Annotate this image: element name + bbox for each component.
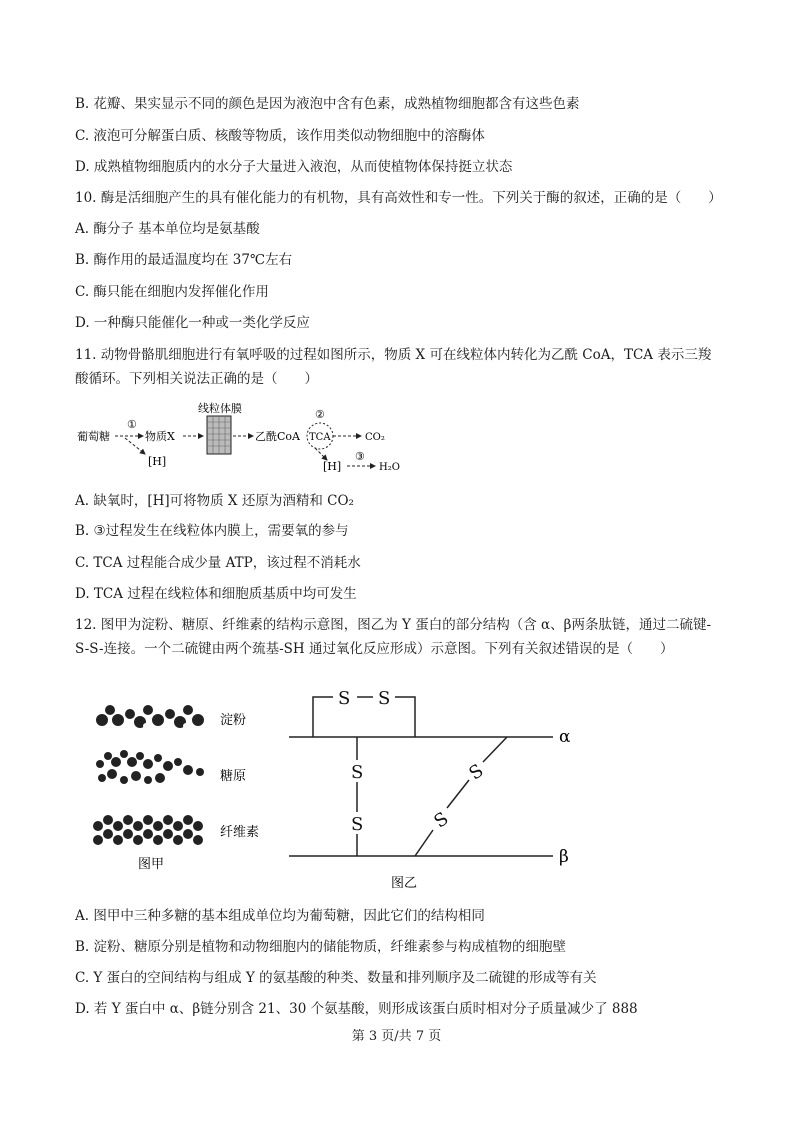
q10-option-a: A. 酶分子 基本单位均是氨基酸 <box>75 221 260 237</box>
starch-label: 淀粉 <box>220 713 247 728</box>
s-atom: S <box>465 760 488 785</box>
fig-yi <box>285 680 590 895</box>
fig-jia <box>88 692 288 872</box>
cellulose-label: 纤维素 <box>220 825 260 840</box>
s-atom: S <box>378 688 391 709</box>
glycogen-structure <box>96 750 204 784</box>
beta-label: β <box>559 847 569 867</box>
q10-option-c: C. 酶只能在细胞内发挥催化作用 <box>75 284 269 300</box>
q12-option-a: A. 图甲中三种多糖的基本组成单位均为葡萄糖，因此它们的结构相同 <box>75 908 485 924</box>
tca-label: TCA <box>309 432 331 443</box>
s-atom: S <box>338 688 351 709</box>
substance-x-label: 物质X <box>145 430 175 443</box>
q11-option-c: C. TCA 过程能合成少量 ATP，该过程不消耗水 <box>75 555 361 571</box>
q9-option-c: C. 液泡可分解蛋白质、核酸等物质，该作用类似动物细胞中的溶酶体 <box>75 128 485 144</box>
glycogen-label: 糖原 <box>220 769 247 784</box>
h1-label: [H] <box>148 455 167 468</box>
q12-option-d: D. 若 Y 蛋白中 α、β链分别含 21、30 个氨基酸，则形成该蛋白质时相对分子质量减少了 888 <box>75 1001 638 1017</box>
cellulose-structure <box>93 815 203 845</box>
glucose-label: 葡萄糖 <box>77 430 110 443</box>
step3-label: ③ <box>355 450 365 463</box>
h2o-label: H₂O <box>379 462 400 473</box>
membrane-label: 线粒体膜 <box>198 402 242 415</box>
page-footer: 第 3 页/共 7 页 <box>351 1029 442 1044</box>
s-atom: S <box>351 762 364 783</box>
intra-chain-bond <box>313 697 333 737</box>
caption-jia: 图甲 <box>138 857 165 872</box>
starch-structure <box>96 705 204 731</box>
step1-label: ① <box>127 418 137 431</box>
q9-option-d: D. 成熟植物细胞质内的水分子大量进入液泡，从而使植物体保持挺立状态 <box>75 159 513 175</box>
q9-option-b: B. 花瓣、果实显示不同的颜色是因为液泡中含有色素，成熟植物细胞都含有这些色素 <box>75 96 580 112</box>
q10-stem: 10. 酶是活细胞产生的具有催化能力的有机物，具有高效性和专一性。下列关于酶的叙述，正确的是（ ） <box>75 190 722 206</box>
q11-diagram <box>75 402 415 482</box>
alpha-label: α <box>559 727 571 747</box>
s-atom: S <box>430 808 453 833</box>
s-atom: S <box>351 814 364 835</box>
q12-stem: 12. 图甲为淀粉、糖原、纤维素的结构示意图，图乙为 Y 蛋白的部分结构（含 α、β两条肽链，通过二硫键-S-S-连接。一个二硫键由两个巯基-SH 通过氧化反应形成）示意图。下列有关叙述错误的是（ ） <box>75 617 712 657</box>
q11-option-d: D. TCA 过程在线粒体和细胞质基质中均可发生 <box>75 586 357 602</box>
q11-option-b: B. ③过程发生在线粒体内膜上，需要氧的参与 <box>75 523 349 539</box>
q10-option-d: D. 一种酶只能催化一种或一类化学反应 <box>75 315 310 331</box>
caption-yi: 图乙 <box>391 876 418 891</box>
q12-option-b: B. 淀粉、糖原分别是植物和动物细胞内的储能物质，纤维素参与构成植物的细胞壁 <box>75 939 567 955</box>
q10-option-b: B. 酶作用的最适温度均在 37℃左右 <box>75 252 293 268</box>
step2-label: ② <box>315 408 325 421</box>
acetyl-coa-label: 乙酰CoA <box>255 430 300 443</box>
q11-stem: 11. 动物骨骼肌细胞进行有氧呼吸的过程如图所示，物质 X 可在线粒体内转化为乙酰 CoA，TCA 表示三羧酸循环。下列相关说法正确的是（ ） <box>75 347 712 387</box>
q11-option-a: A. 缺氧时，[H]可将物质 X 还原为酒精和 CO₂ <box>75 493 354 509</box>
q12-option-c: C. Y 蛋白的空间结构与组成 Y 的氨基酸的种类、数量和排列顺序及二硫键的形成等有关 <box>75 970 597 986</box>
h2-label: [H] <box>323 460 342 473</box>
co2-label: CO₂ <box>365 432 385 443</box>
